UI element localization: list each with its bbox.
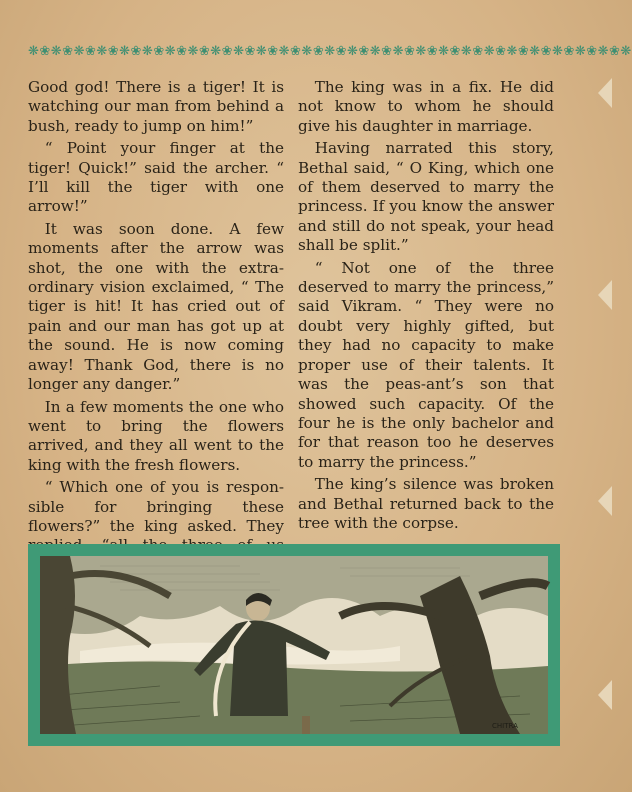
paragraph: “ Point your finger at the tiger! Quick!” said the archer. “ I’ll kill the tiger with one arrow!” <box>28 139 284 216</box>
paragraph: Having narrated this story, Bethal said, “ O King, which one of them deserved to marry the princess. If you know the answer and still do not speak, your head shall be split.” <box>298 139 554 255</box>
paragraph: “ Not one of the three deserved to marry the princess,” said Vikram. “ They were no doubt very highly gifted, but they had no capacity to make proper use of their talents. It was the peas-ant’s son that showed such capacity. Of the four he is the only bachelor and for that reason too he deserves to marry the princess.” <box>298 258 554 471</box>
paragraph: In a few moments the one who went to bring the flowers arrived, and they all went to the king with the fresh flowers. <box>28 397 284 474</box>
paragraph: It was soon done. A few moments after the arrow was shot, the one with the extra-ordinary vision exclaimed, “ The tiger is hit! It has cried out of pain and our man has got up at the sound. He is now coming away! Thank God, there is no longer any danger.” <box>28 219 284 394</box>
paragraph: “ Which one of you is respon-sible for bringing these flowers?” the king asked. They <box>28 478 284 535</box>
page-tear <box>598 280 612 310</box>
story-illustration <box>28 544 560 746</box>
page-tear <box>598 680 612 710</box>
page-tear <box>598 78 612 108</box>
right-column <box>298 78 554 536</box>
forest-scene-image <box>40 556 548 734</box>
paragraph: The king’s silence was broken and Bethal returned back to the tree with the corpse. <box>298 475 554 532</box>
page-tear <box>598 486 612 516</box>
paragraph: Good god! There is a tiger! It is watching our man from behind a bush, ready to jump on him!” <box>28 78 284 135</box>
decorative-border: ❋❀❋❀❋❀❋❀❋❀❋❀❋❀❋❀❋❀❋❀❋❀❋❀❋❀❋❀❋❀❋❀❋❀❋❀❋❀❋❀❋❀❋❀❋❀❋❀❋❀❋❀❋ <box>28 44 632 59</box>
left-column <box>28 78 284 578</box>
paragraph: The king was in a fix. He did not know to whom he should give his daughter in marriage. <box>298 78 554 135</box>
artist-signature: CHITRA <box>492 722 518 730</box>
